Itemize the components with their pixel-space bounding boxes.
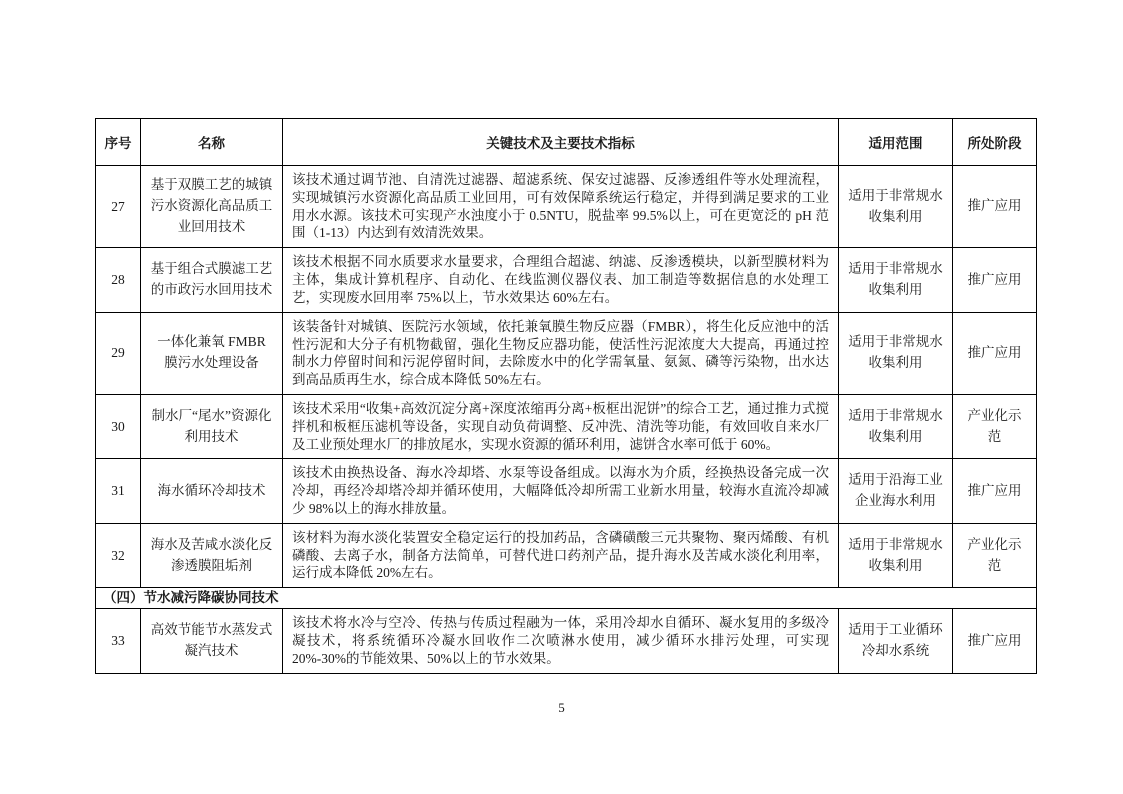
- cell-technology-name: 海水循环冷却技术: [141, 459, 283, 523]
- table-row: [96, 394, 1037, 458]
- cell-technology-name: 高效节能节水蒸发式凝汽技术: [141, 609, 283, 673]
- cell-stage: 推广应用: [953, 312, 1037, 394]
- section-row: [96, 588, 1037, 609]
- cell-row-number: 30: [96, 394, 141, 458]
- cell-row-number: 31: [96, 459, 141, 523]
- table-row: [96, 609, 1037, 673]
- table-row: [96, 248, 1037, 312]
- cell-row-number: 33: [96, 609, 141, 673]
- cell-technology-description: 该技术通过调节池、自清洗过滤器、超滤系统、保安过滤器、反渗透组件等水处理流程，实现城镇污水资源化高品质工业回用，可有效保障系统运行稳定，并得到满足要求的工业用水水源。该技术可实现产水浊度小于 0.5NTU，脱盐率 99.5%以上，可在更宽泛的 pH 范围（1-13）内达到有效清洗效果。: [283, 166, 839, 248]
- cell-technology-description: 该技术采用“收集+高效沉淀分离+深度浓缩再分离+板框出泥饼”的综合工艺，通过推力式搅拌机和板框压滤机等设备，实现自动负荷调整、反冲洗、清洗等功能，有效回收自来水厂及工业预处理水厂的排放尾水，实现水资源的循环利用，滤饼含水率可低于 60%。: [283, 394, 839, 458]
- cell-row-number: 28: [96, 248, 141, 312]
- column-header-tech: 关键技术及主要技术指标: [283, 119, 839, 166]
- section-label: （四）节水减污降碳协同技术: [96, 588, 1037, 609]
- cell-technology-name: 制水厂“尾水”资源化利用技术: [141, 394, 283, 458]
- cell-applicable-scope: 适用于非常规水收集利用: [839, 394, 953, 458]
- cell-technology-description: 该技术根据不同水质要求水量要求，合理组合超滤、纳滤、反渗透模块，以新型膜材料为主体，集成计算机程序、自动化、在线监测仪器仪表、加工制造等数据信息的水处理工艺，实现废水回用率 75%以上，节水效果达 60%左右。: [283, 248, 839, 312]
- technology-table: [95, 118, 1037, 674]
- cell-row-number: 32: [96, 523, 141, 587]
- column-header-scope: 适用范围: [839, 119, 953, 166]
- cell-technology-name: 基于双膜工艺的城镇污水资源化高品质工业回用技术: [141, 166, 283, 248]
- cell-row-number: 29: [96, 312, 141, 394]
- cell-stage: 推广应用: [953, 459, 1037, 523]
- cell-applicable-scope: 适用于非常规水收集利用: [839, 166, 953, 248]
- column-header-name: 名称: [141, 119, 283, 166]
- cell-technology-description: 该技术由换热设备、海水冷却塔、水泵等设备组成。以海水为介质，经换热设备完成一次冷却，再经冷却塔冷却并循环使用，大幅降低冷却所需工业新水用量，较海水直流冷却减少 98%以上的海水排放量。: [283, 459, 839, 523]
- table-body: [96, 166, 1037, 674]
- cell-technology-name: 一体化兼氧 FMBR 膜污水处理设备: [141, 312, 283, 394]
- cell-stage: 推广应用: [953, 609, 1037, 673]
- column-header-id: 序号: [96, 119, 141, 166]
- column-header-stage: 所处阶段: [953, 119, 1037, 166]
- cell-applicable-scope: 适用于工业循环冷却水系统: [839, 609, 953, 673]
- cell-applicable-scope: 适用于非常规水收集利用: [839, 312, 953, 394]
- cell-technology-description: 该技术将水冷与空冷、传热与传质过程融为一体，采用冷却水自循环、凝水复用的多级冷凝技术，将系统循环冷凝水回收作二次喷淋水使用，减少循环水排污处理，可实现 20%-30%的节能效果、50%以上的节水效果。: [283, 609, 839, 673]
- cell-applicable-scope: 适用于非常规水收集利用: [839, 248, 953, 312]
- cell-stage: 推广应用: [953, 166, 1037, 248]
- table-row: [96, 312, 1037, 394]
- cell-row-number: 27: [96, 166, 141, 248]
- cell-stage: 推广应用: [953, 248, 1037, 312]
- cell-technology-name: 海水及苦咸水淡化反渗透膜阻垢剂: [141, 523, 283, 587]
- cell-technology-description: 该材料为海水淡化装置安全稳定运行的投加药品，含磷磺酸三元共聚物、聚丙烯酸、有机磷酸、去离子水，制备方法简单，可替代进口药剂产品，提升海水及苦咸水淡化利用率，运行成本降低 20%左右。: [283, 523, 839, 587]
- cell-applicable-scope: 适用于沿海工业企业海水利用: [839, 459, 953, 523]
- cell-applicable-scope: 适用于非常规水收集利用: [839, 523, 953, 587]
- cell-stage: 产业化示范: [953, 394, 1037, 458]
- table-row: [96, 459, 1037, 523]
- table-row: [96, 166, 1037, 248]
- cell-technology-description: 该装备针对城镇、医院污水领域，依托兼氧膜生物反应器（FMBR），将生化反应池中的活性污泥和大分子有机物截留，强化生物反应器功能，使活性污泥浓度大大提高，再通过控制水力停留时间和污泥停留时间，去除废水中的化学需氧量、氨氮、磷等污染物，出水达到高品质再生水，综合成本降低 50%左右。: [283, 312, 839, 394]
- table-row: [96, 523, 1037, 587]
- cell-technology-name: 基于组合式膜滤工艺的市政污水回用技术: [141, 248, 283, 312]
- table-header-row: [96, 119, 1037, 166]
- cell-stage: 产业化示范: [953, 523, 1037, 587]
- page-number: 5: [558, 700, 565, 715]
- table-header: [96, 119, 1037, 166]
